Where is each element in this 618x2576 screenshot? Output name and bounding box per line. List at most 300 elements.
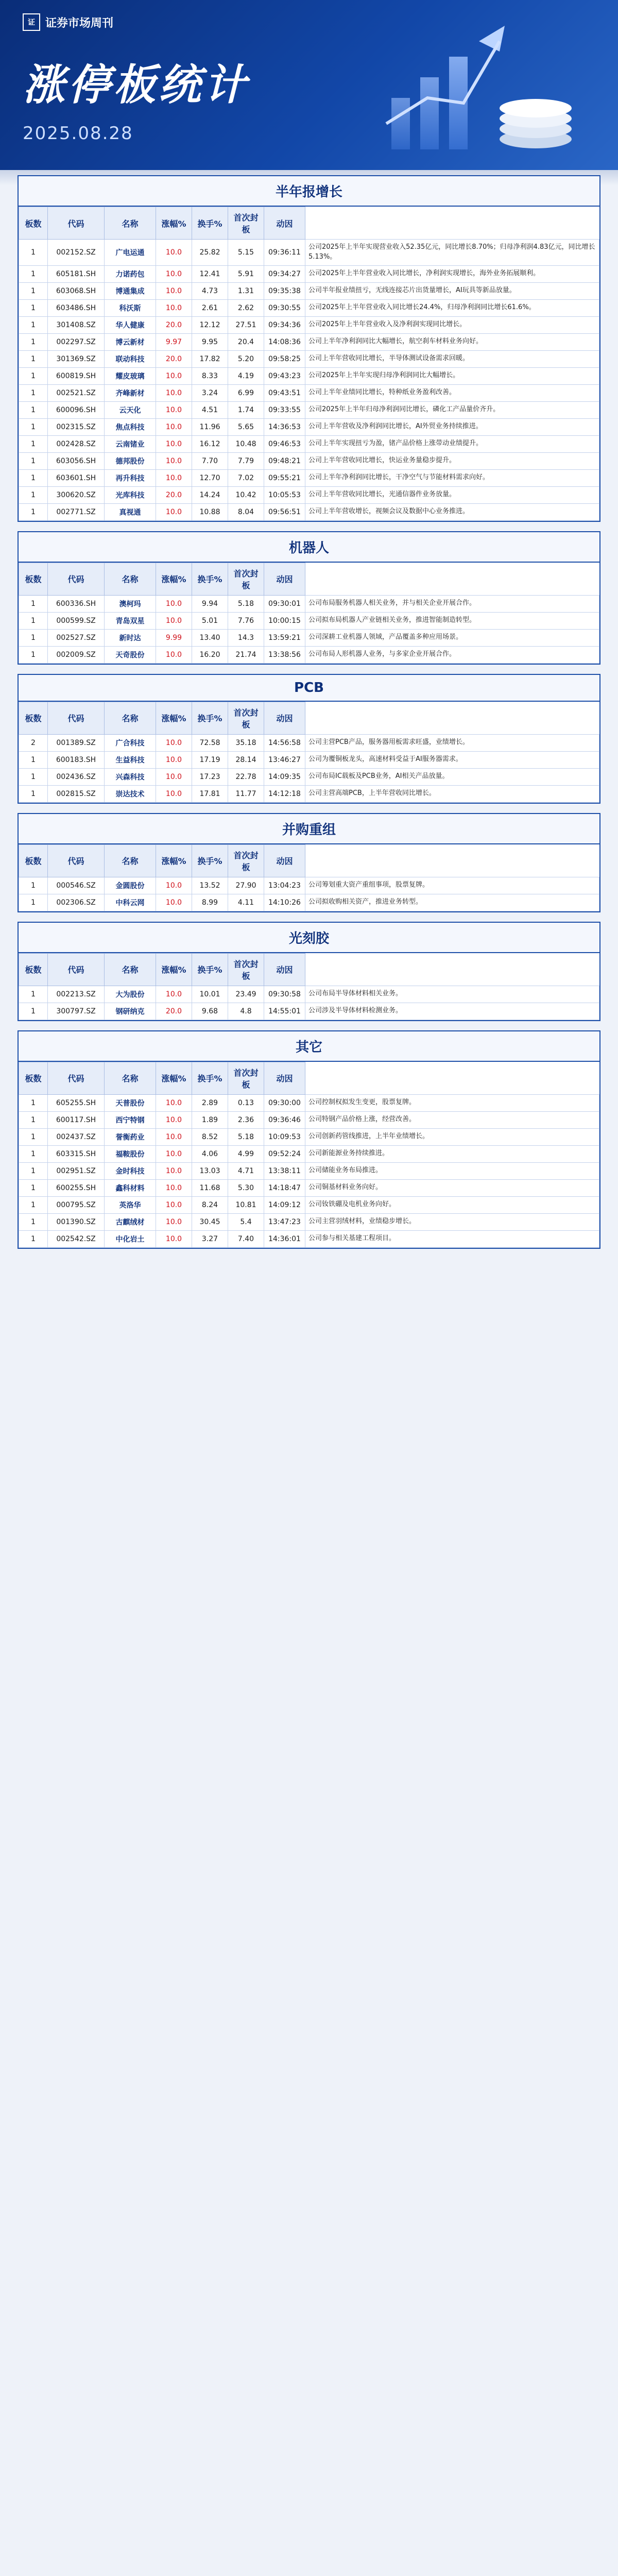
table-row xyxy=(19,1179,599,1196)
limit-up-time: 8.04 xyxy=(228,503,264,520)
gain-pct: 10.0 xyxy=(156,595,192,612)
stock-code: 000795.SZ xyxy=(48,1196,105,1213)
limit-up-time: 1.31 xyxy=(228,282,264,299)
gain-pct: 10.0 xyxy=(156,612,192,629)
board-count: 1 xyxy=(19,1230,48,1247)
first-seal-time: 14:09:12 xyxy=(264,1196,305,1213)
column-header: 首次封板 xyxy=(228,844,264,877)
column-header: 首次封板 xyxy=(228,1062,264,1094)
stock-code: 600096.SH xyxy=(48,401,105,418)
table-row xyxy=(19,894,599,911)
stock-name: 誉衡药业 xyxy=(105,1128,156,1145)
reason: 公司新能源业务持续推进。 xyxy=(305,1145,599,1162)
limit-up-time: 0.13 xyxy=(228,1094,264,1111)
limit-up-table xyxy=(19,844,599,911)
limit-up-time: 5.91 xyxy=(228,265,264,282)
column-header: 代码 xyxy=(48,702,105,734)
gain-pct: 10.0 xyxy=(156,240,192,266)
stock-code: 600255.SH xyxy=(48,1179,105,1196)
table-row xyxy=(19,299,599,316)
stock-code: 603056.SH xyxy=(48,452,105,469)
board-count: 1 xyxy=(19,367,48,384)
section-5 xyxy=(18,1030,600,1249)
table-row xyxy=(19,1094,599,1111)
turnover-pct: 13.03 xyxy=(192,1162,228,1179)
reason: 公司布局IC载板及PCB业务，AI相关产品放量。 xyxy=(305,768,599,785)
column-header: 代码 xyxy=(48,953,105,986)
limit-up-time: 10.42 xyxy=(228,486,264,503)
reason: 公司筹划重大资产重组事项，股票复牌。 xyxy=(305,877,599,894)
reason: 公司上半年业绩同比增长，特种纸业务盈利改善。 xyxy=(305,384,599,401)
limit-up-time: 14.3 xyxy=(228,629,264,646)
first-seal-time: 09:43:23 xyxy=(264,367,305,384)
logo-icon: 证 xyxy=(23,13,40,31)
page-title: 涨停板统计 xyxy=(23,61,249,110)
section-title: 机器人 xyxy=(19,532,599,563)
gain-pct: 10.0 xyxy=(156,418,192,435)
column-header: 换手% xyxy=(192,953,228,986)
table-row xyxy=(19,240,599,266)
section-title: 光刻胶 xyxy=(19,923,599,953)
reason: 公司深耕工业机器人领域，产品覆盖多种应用场景。 xyxy=(305,629,599,646)
column-header: 换手% xyxy=(192,1062,228,1094)
reason: 公司半年报业绩扭亏，无线连接芯片出货量增长，AI玩具等新品放量。 xyxy=(305,282,599,299)
first-seal-time: 09:46:53 xyxy=(264,435,305,452)
stock-code: 301369.SZ xyxy=(48,350,105,367)
gain-pct: 10.0 xyxy=(156,785,192,802)
gain-pct: 10.0 xyxy=(156,401,192,418)
board-count: 1 xyxy=(19,1111,48,1128)
limit-up-table xyxy=(19,953,599,1020)
reason: 公司特钢产品价格上涨，经营改善。 xyxy=(305,1111,599,1128)
limit-up-time: 27.90 xyxy=(228,877,264,894)
turnover-pct: 25.82 xyxy=(192,240,228,266)
first-seal-time: 09:36:11 xyxy=(264,240,305,266)
board-count: 1 xyxy=(19,751,48,768)
gain-pct: 10.0 xyxy=(156,469,192,486)
first-seal-time: 09:36:46 xyxy=(264,1111,305,1128)
stock-name: 科沃斯 xyxy=(105,299,156,316)
column-header: 动因 xyxy=(264,702,305,734)
column-header: 板数 xyxy=(19,953,48,986)
board-count: 1 xyxy=(19,1196,48,1213)
limit-up-time: 20.4 xyxy=(228,333,264,350)
gain-pct: 20.0 xyxy=(156,350,192,367)
report-date: 2025.08.28 xyxy=(23,123,133,144)
gain-pct: 9.99 xyxy=(156,629,192,646)
limit-up-time: 22.78 xyxy=(228,768,264,785)
first-seal-time: 10:05:53 xyxy=(264,486,305,503)
limit-up-table xyxy=(19,563,599,664)
limit-up-table xyxy=(19,1062,599,1248)
column-header: 换手% xyxy=(192,702,228,734)
table-row xyxy=(19,1111,599,1128)
section-4 xyxy=(18,922,600,1021)
board-count: 1 xyxy=(19,401,48,418)
reason: 公司主营高端PCB，上半年营收同比增长。 xyxy=(305,785,599,802)
gain-pct: 10.0 xyxy=(156,1111,192,1128)
turnover-pct: 10.01 xyxy=(192,986,228,1003)
limit-up-time: 5.30 xyxy=(228,1179,264,1196)
table-row xyxy=(19,877,599,894)
table-row xyxy=(19,646,599,663)
stock-name: 博通集成 xyxy=(105,282,156,299)
first-seal-time: 10:09:53 xyxy=(264,1128,305,1145)
first-seal-time: 09:48:21 xyxy=(264,452,305,469)
board-count: 1 xyxy=(19,240,48,266)
board-count: 1 xyxy=(19,350,48,367)
board-count: 1 xyxy=(19,595,48,612)
column-header: 涨幅% xyxy=(156,563,192,595)
turnover-pct: 12.70 xyxy=(192,469,228,486)
stock-name: 中化岩土 xyxy=(105,1230,156,1247)
first-seal-time: 13:38:56 xyxy=(264,646,305,663)
table-row xyxy=(19,469,599,486)
reason: 公司上半年实现扭亏为盈，锗产品价格上涨带动业绩提升。 xyxy=(305,435,599,452)
stock-name: 古麒绒材 xyxy=(105,1213,156,1230)
stock-name: 天奇股份 xyxy=(105,646,156,663)
first-seal-time: 14:12:18 xyxy=(264,785,305,802)
table-row xyxy=(19,734,599,751)
gain-pct: 20.0 xyxy=(156,316,192,333)
limit-up-time: 1.74 xyxy=(228,401,264,418)
table-row xyxy=(19,333,599,350)
limit-up-time: 23.49 xyxy=(228,986,264,1003)
stock-code: 000599.SZ xyxy=(48,612,105,629)
column-header: 动因 xyxy=(264,207,305,240)
reason: 公司布局服务机器人相关业务，并与相关企业开展合作。 xyxy=(305,595,599,612)
stock-name: 焦点科技 xyxy=(105,418,156,435)
board-count: 1 xyxy=(19,316,48,333)
first-seal-time: 09:34:36 xyxy=(264,316,305,333)
turnover-pct: 8.24 xyxy=(192,1196,228,1213)
board-count: 1 xyxy=(19,452,48,469)
first-seal-time: 14:56:58 xyxy=(264,734,305,751)
gain-pct: 10.0 xyxy=(156,1162,192,1179)
column-header: 代码 xyxy=(48,1062,105,1094)
table-row xyxy=(19,401,599,418)
board-count: 1 xyxy=(19,435,48,452)
column-header: 涨幅% xyxy=(156,1062,192,1094)
stock-code: 603315.SH xyxy=(48,1145,105,1162)
limit-up-time: 21.74 xyxy=(228,646,264,663)
column-header: 板数 xyxy=(19,844,48,877)
gain-pct: 10.0 xyxy=(156,646,192,663)
section-1 xyxy=(18,531,600,665)
board-count: 1 xyxy=(19,1145,48,1162)
turnover-pct: 4.51 xyxy=(192,401,228,418)
first-seal-time: 09:55:21 xyxy=(264,469,305,486)
board-count: 1 xyxy=(19,469,48,486)
section-0 xyxy=(18,175,600,522)
limit-up-time: 5.20 xyxy=(228,350,264,367)
stock-code: 605255.SH xyxy=(48,1094,105,1111)
stock-name: 中科云网 xyxy=(105,894,156,911)
table-row xyxy=(19,629,599,646)
turnover-pct: 10.88 xyxy=(192,503,228,520)
column-header: 代码 xyxy=(48,563,105,595)
column-header: 涨幅% xyxy=(156,702,192,734)
stock-code: 002521.SZ xyxy=(48,384,105,401)
turnover-pct: 9.95 xyxy=(192,333,228,350)
first-seal-time: 13:04:23 xyxy=(264,877,305,894)
limit-up-time: 4.11 xyxy=(228,894,264,911)
turnover-pct: 30.45 xyxy=(192,1213,228,1230)
limit-up-time: 10.81 xyxy=(228,1196,264,1213)
reason: 公司拟布局机器人产业链相关业务，推进智能制造转型。 xyxy=(305,612,599,629)
limit-up-time: 2.62 xyxy=(228,299,264,316)
reason: 公司2025年上半年营业收入同比增长，净利润实现增长，海外业务拓展顺利。 xyxy=(305,265,599,282)
section-3 xyxy=(18,813,600,912)
stock-name: 钢研纳克 xyxy=(105,1003,156,1020)
reason: 公司储能业务布局推进。 xyxy=(305,1162,599,1179)
first-seal-time: 09:33:55 xyxy=(264,401,305,418)
turnover-pct: 3.27 xyxy=(192,1230,228,1247)
board-count: 1 xyxy=(19,646,48,663)
stock-code: 002815.SZ xyxy=(48,785,105,802)
reason: 公司上半年净利润同比增长，干净空气与节能材料需求向好。 xyxy=(305,469,599,486)
limit-up-time: 5.4 xyxy=(228,1213,264,1230)
turnover-pct: 11.96 xyxy=(192,418,228,435)
column-header: 代码 xyxy=(48,207,105,240)
stock-name: 耀皮玻璃 xyxy=(105,367,156,384)
first-seal-time: 14:55:01 xyxy=(264,1003,305,1020)
table-row xyxy=(19,595,599,612)
first-seal-time: 14:09:35 xyxy=(264,768,305,785)
column-header: 动因 xyxy=(264,953,305,986)
limit-up-time: 5.15 xyxy=(228,240,264,266)
stock-name: 青岛双星 xyxy=(105,612,156,629)
reason: 公司为覆铜板龙头，高速材料受益于AI服务器需求。 xyxy=(305,751,599,768)
table-row xyxy=(19,435,599,452)
column-header: 首次封板 xyxy=(228,563,264,595)
content-area xyxy=(0,170,618,1249)
turnover-pct: 14.24 xyxy=(192,486,228,503)
stock-code: 603068.SH xyxy=(48,282,105,299)
gain-pct: 10.0 xyxy=(156,1128,192,1145)
turnover-pct: 16.12 xyxy=(192,435,228,452)
stock-name: 广电运通 xyxy=(105,240,156,266)
board-count: 1 xyxy=(19,282,48,299)
reason: 公司涉及半导体材料检测业务。 xyxy=(305,1003,599,1020)
stock-name: 新时达 xyxy=(105,629,156,646)
table-row xyxy=(19,986,599,1003)
stock-name: 力诺药包 xyxy=(105,265,156,282)
limit-up-time: 5.18 xyxy=(228,1128,264,1145)
reason: 公司创新药管线推进，上半年业绩增长。 xyxy=(305,1128,599,1145)
stock-code: 002436.SZ xyxy=(48,768,105,785)
reason: 公司上半年营收增长，视频会议及数据中心业务推进。 xyxy=(305,503,599,520)
stock-code: 600183.SH xyxy=(48,751,105,768)
stock-name: 联动科技 xyxy=(105,350,156,367)
board-count: 1 xyxy=(19,768,48,785)
limit-up-time: 5.65 xyxy=(228,418,264,435)
column-header: 动因 xyxy=(264,563,305,595)
first-seal-time: 09:43:51 xyxy=(264,384,305,401)
reason: 公司2025年上半年营业收入及净利润实现同比增长。 xyxy=(305,316,599,333)
first-seal-time: 09:58:25 xyxy=(264,350,305,367)
column-header: 代码 xyxy=(48,844,105,877)
column-header: 板数 xyxy=(19,207,48,240)
column-header: 换手% xyxy=(192,844,228,877)
reason: 公司2025年上半年归母净利润同比增长，磷化工产品量价齐升。 xyxy=(305,401,599,418)
reason: 公司主营羽绒材料，业绩稳步增长。 xyxy=(305,1213,599,1230)
brand-name: 证券市场周刊 xyxy=(45,16,114,30)
stock-name: 大为股份 xyxy=(105,986,156,1003)
reason: 公司拟收购相关资产，推进业务转型。 xyxy=(305,894,599,911)
limit-up-time: 27.51 xyxy=(228,316,264,333)
column-header: 首次封板 xyxy=(228,953,264,986)
stock-code: 600117.SH xyxy=(48,1111,105,1128)
column-header: 动因 xyxy=(264,1062,305,1094)
limit-up-time: 7.79 xyxy=(228,452,264,469)
stock-name: 金圆股份 xyxy=(105,877,156,894)
column-header: 换手% xyxy=(192,207,228,240)
gain-pct: 10.0 xyxy=(156,1213,192,1230)
table-row xyxy=(19,1196,599,1213)
stock-code: 002306.SZ xyxy=(48,894,105,911)
turnover-pct: 13.52 xyxy=(192,877,228,894)
limit-up-time: 4.8 xyxy=(228,1003,264,1020)
table-row xyxy=(19,503,599,520)
first-seal-time: 14:36:53 xyxy=(264,418,305,435)
turnover-pct: 17.82 xyxy=(192,350,228,367)
turnover-pct: 8.99 xyxy=(192,894,228,911)
board-count: 1 xyxy=(19,418,48,435)
board-count: 1 xyxy=(19,265,48,282)
gain-pct: 10.0 xyxy=(156,282,192,299)
column-header: 名称 xyxy=(105,702,156,734)
reason: 公司主营PCB产品，服务器用板需求旺盛，业绩增长。 xyxy=(305,734,599,751)
stock-code: 002428.SZ xyxy=(48,435,105,452)
turnover-pct: 2.89 xyxy=(192,1094,228,1111)
gain-pct: 10.0 xyxy=(156,503,192,520)
gain-pct: 10.0 xyxy=(156,435,192,452)
turnover-pct: 17.19 xyxy=(192,751,228,768)
column-header: 涨幅% xyxy=(156,953,192,986)
limit-up-time: 7.02 xyxy=(228,469,264,486)
gain-pct: 10.0 xyxy=(156,265,192,282)
section-2 xyxy=(18,674,600,804)
board-count: 1 xyxy=(19,629,48,646)
gain-pct: 10.0 xyxy=(156,1145,192,1162)
first-seal-time: 09:52:24 xyxy=(264,1145,305,1162)
gain-pct: 10.0 xyxy=(156,1230,192,1247)
board-count: 1 xyxy=(19,894,48,911)
table-row xyxy=(19,768,599,785)
first-seal-time: 13:59:21 xyxy=(264,629,305,646)
first-seal-time: 10:00:15 xyxy=(264,612,305,629)
column-header: 涨幅% xyxy=(156,844,192,877)
table-row xyxy=(19,316,599,333)
turnover-pct: 12.12 xyxy=(192,316,228,333)
stock-name: 德邦股份 xyxy=(105,452,156,469)
stock-code: 002951.SZ xyxy=(48,1162,105,1179)
board-count: 1 xyxy=(19,333,48,350)
stock-code: 603486.SH xyxy=(48,299,105,316)
stock-name: 再升科技 xyxy=(105,469,156,486)
stock-code: 300620.SZ xyxy=(48,486,105,503)
reason: 公司上半年营收同比增长，快运业务量稳步提升。 xyxy=(305,452,599,469)
table-row xyxy=(19,350,599,367)
turnover-pct: 17.81 xyxy=(192,785,228,802)
gain-pct: 10.0 xyxy=(156,1179,192,1196)
stock-code: 002527.SZ xyxy=(48,629,105,646)
board-count: 1 xyxy=(19,503,48,520)
first-seal-time: 09:56:51 xyxy=(264,503,305,520)
board-count: 1 xyxy=(19,1179,48,1196)
column-header: 板数 xyxy=(19,563,48,595)
turnover-pct: 2.61 xyxy=(192,299,228,316)
gain-pct: 10.0 xyxy=(156,1094,192,1111)
table-row xyxy=(19,367,599,384)
stock-name: 云南锗业 xyxy=(105,435,156,452)
board-count: 1 xyxy=(19,785,48,802)
reason: 公司参与相关基建工程项目。 xyxy=(305,1230,599,1247)
turnover-pct: 8.52 xyxy=(192,1128,228,1145)
stock-code: 002771.SZ xyxy=(48,503,105,520)
turnover-pct: 7.70 xyxy=(192,452,228,469)
gain-pct: 10.0 xyxy=(156,299,192,316)
column-header: 名称 xyxy=(105,953,156,986)
header-banner xyxy=(0,0,618,170)
reason: 公司2025年上半年营业收入同比增长24.4%，归母净利润同比增长61.6%。 xyxy=(305,299,599,316)
stock-code: 600819.SH xyxy=(48,367,105,384)
turnover-pct: 8.33 xyxy=(192,367,228,384)
stock-name: 广合科技 xyxy=(105,734,156,751)
stock-name: 光库科技 xyxy=(105,486,156,503)
column-header: 板数 xyxy=(19,1062,48,1094)
gain-pct: 10.0 xyxy=(156,367,192,384)
column-header: 换手% xyxy=(192,563,228,595)
limit-up-time: 5.18 xyxy=(228,595,264,612)
stock-code: 001389.SZ xyxy=(48,734,105,751)
section-title: 半年报增长 xyxy=(19,176,599,207)
section-title: 其它 xyxy=(19,1031,599,1062)
stock-name: 真视通 xyxy=(105,503,156,520)
reason: 公司钕铁硼及电机业务向好。 xyxy=(305,1196,599,1213)
column-header: 名称 xyxy=(105,563,156,595)
table-row xyxy=(19,612,599,629)
first-seal-time: 14:36:01 xyxy=(264,1230,305,1247)
board-count: 2 xyxy=(19,734,48,751)
first-seal-time: 09:30:01 xyxy=(264,595,305,612)
reason: 公司上半年营收同比增长，光通信器件业务放量。 xyxy=(305,486,599,503)
limit-up-table xyxy=(19,702,599,803)
table-row xyxy=(19,418,599,435)
limit-up-time: 6.99 xyxy=(228,384,264,401)
stock-code: 000546.SZ xyxy=(48,877,105,894)
gain-pct: 10.0 xyxy=(156,734,192,751)
board-count: 1 xyxy=(19,1162,48,1179)
turnover-pct: 12.41 xyxy=(192,265,228,282)
table-row xyxy=(19,1213,599,1230)
turnover-pct: 9.68 xyxy=(192,1003,228,1020)
column-header: 名称 xyxy=(105,1062,156,1094)
stock-name: 金时科技 xyxy=(105,1162,156,1179)
turnover-pct: 1.89 xyxy=(192,1111,228,1128)
board-count: 1 xyxy=(19,299,48,316)
reason: 公司上半年净利润同比大幅增长，航空刹车材料业务向好。 xyxy=(305,333,599,350)
gain-pct: 20.0 xyxy=(156,486,192,503)
stock-code: 002297.SZ xyxy=(48,333,105,350)
table-row xyxy=(19,1162,599,1179)
column-header: 首次封板 xyxy=(228,207,264,240)
gain-pct: 10.0 xyxy=(156,1196,192,1213)
first-seal-time: 09:35:38 xyxy=(264,282,305,299)
board-count: 1 xyxy=(19,1094,48,1111)
turnover-pct: 16.20 xyxy=(192,646,228,663)
